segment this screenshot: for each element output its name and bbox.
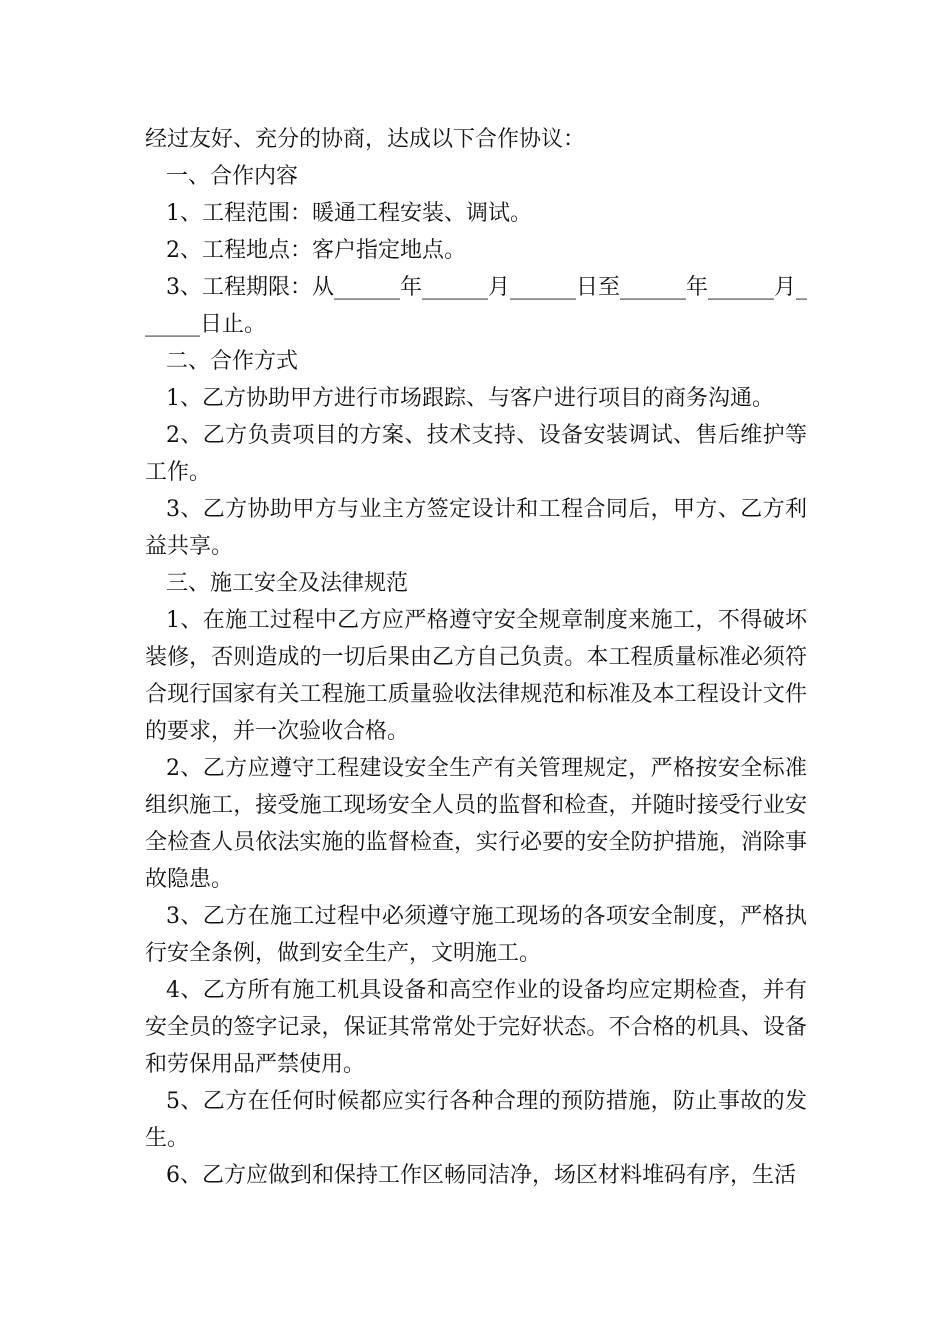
clause-safety-1: 1、在施工过程中乙方应严格遵守安全规章制度来施工，不得破坏装修，否则造成的一切后果由乙方自己负责。本工程质量标准必须符合现行国家有关工程施工质量验收法律规范和标准及本工程设计文件的要求，并一次验收合格。 — [145, 608, 807, 744]
clause-mode-3: 3、乙方协助甲方与业主方签定设计和工程合同后，甲方、乙方利益共享。 — [145, 497, 807, 559]
clause-mode-1: 1、乙方协助甲方进行市场跟踪、与客户进行项目的商务沟通。 — [166, 386, 774, 411]
clause-period: 3、工程期限：从______年______月______日至______年______月______日止。 — [145, 275, 807, 337]
clause-scope: 1、工程范围：暖通工程安装、调试。 — [166, 201, 532, 226]
document-body — [145, 121, 807, 1194]
clause-safety-2: 2、乙方应遵守工程建设安全生产有关管理规定，严格按安全标准组织施工，接受施工现场安全人员的监督和检查，并随时接受行业安全检查人员依法实施的监督检查，实行必要的安全防护措施，消除事故隐患。 — [145, 756, 807, 892]
section-heading-cooperation-content: 一、合作内容 — [166, 164, 299, 189]
section-heading-cooperation-mode: 二、合作方式 — [166, 349, 299, 374]
clause-safety-5: 5、乙方在任何时候都应实行各种合理的预防措施，防止事故的发生。 — [145, 1089, 807, 1151]
clause-location: 2、工程地点：客户指定地点。 — [166, 238, 466, 263]
intro-paragraph: 经过友好、充分的协商，达成以下合作协议： — [145, 127, 586, 152]
clause-safety-6: 6、乙方应做到和保持工作区畅同洁净，场区材料堆码有序，生活 — [166, 1163, 796, 1188]
section-heading-safety: 三、施工安全及法律规范 — [166, 571, 409, 596]
clause-mode-2: 2、乙方负责项目的方案、技术支持、设备安装调试、售后维护等工作。 — [145, 423, 807, 485]
clause-safety-4: 4、乙方所有施工机具设备和高空作业的设备均应定期检查，并有安全员的签字记录，保证其常常处于完好状态。不合格的机具、设备和劳保用品严禁使用。 — [145, 978, 807, 1077]
clause-safety-3: 3、乙方在施工过程中必须遵守施工现场的各项安全制度，严格执行安全条例，做到安全生产，文明施工。 — [145, 904, 807, 966]
